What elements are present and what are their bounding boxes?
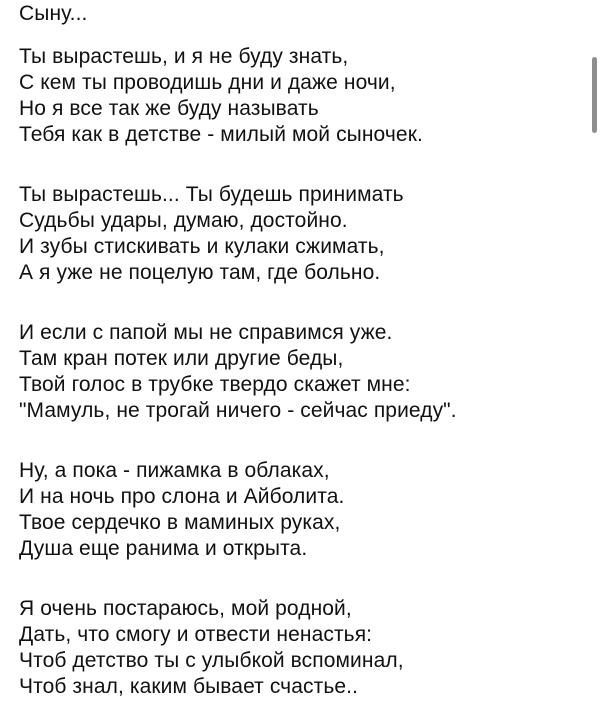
- poem-line: Чтоб детство ты с улыбкой вспоминал,: [19, 649, 404, 672]
- poem-line: С кем ты проводишь дни и даже ночи,: [19, 71, 396, 94]
- poem-line: Тебя как в детстве - милый мой сыночек.: [19, 123, 423, 146]
- poem-line: Твой голос в трубке твердо скажет мне:: [19, 373, 411, 396]
- poem-line: Душа еще ранима и открыта.: [19, 537, 308, 560]
- poem-line: И зубы стискивать и кулаки сжимать,: [19, 235, 385, 258]
- poem-line: Судьбы удары, думаю, достойно.: [19, 209, 348, 232]
- poem-line: Но я все так же буду называть: [19, 97, 319, 120]
- poem-line: Ты вырастешь, и я не буду знать,: [19, 45, 349, 68]
- poem-line: Там кран потек или другие беды,: [19, 347, 344, 370]
- poem-line: Я очень постараюсь, мой родной,: [19, 597, 352, 620]
- poem-line: И на ночь про слона и Айболита.: [19, 485, 345, 508]
- scrollbar-thumb[interactable]: [592, 57, 597, 133]
- stanza-5: [19, 596, 404, 700]
- poem-line: Чтоб знал, каким бывает счастье..: [19, 675, 359, 698]
- stanza-4: [19, 458, 344, 562]
- poem-line: Ну, а пока - пижамка в облаках,: [19, 459, 330, 482]
- poem-title: Сыну...: [19, 2, 88, 25]
- poem-line: "Мамуль, не трогай ничего - сейчас приеду".: [19, 399, 457, 422]
- poem-line: А я уже не поцелую там, где больно.: [19, 261, 381, 284]
- poem-line: И если с папой мы не справимся уже.: [19, 321, 393, 344]
- stanza-1: [19, 44, 423, 148]
- poem-line: Дать, что смогу и отвести ненастья:: [19, 623, 373, 646]
- poem-line: Ты вырастешь... Ты будешь принимать: [19, 183, 404, 206]
- stanza-3: [19, 320, 457, 424]
- stanza-2: [19, 182, 404, 286]
- poem-line: Твое сердечко в маминых руках,: [19, 511, 341, 534]
